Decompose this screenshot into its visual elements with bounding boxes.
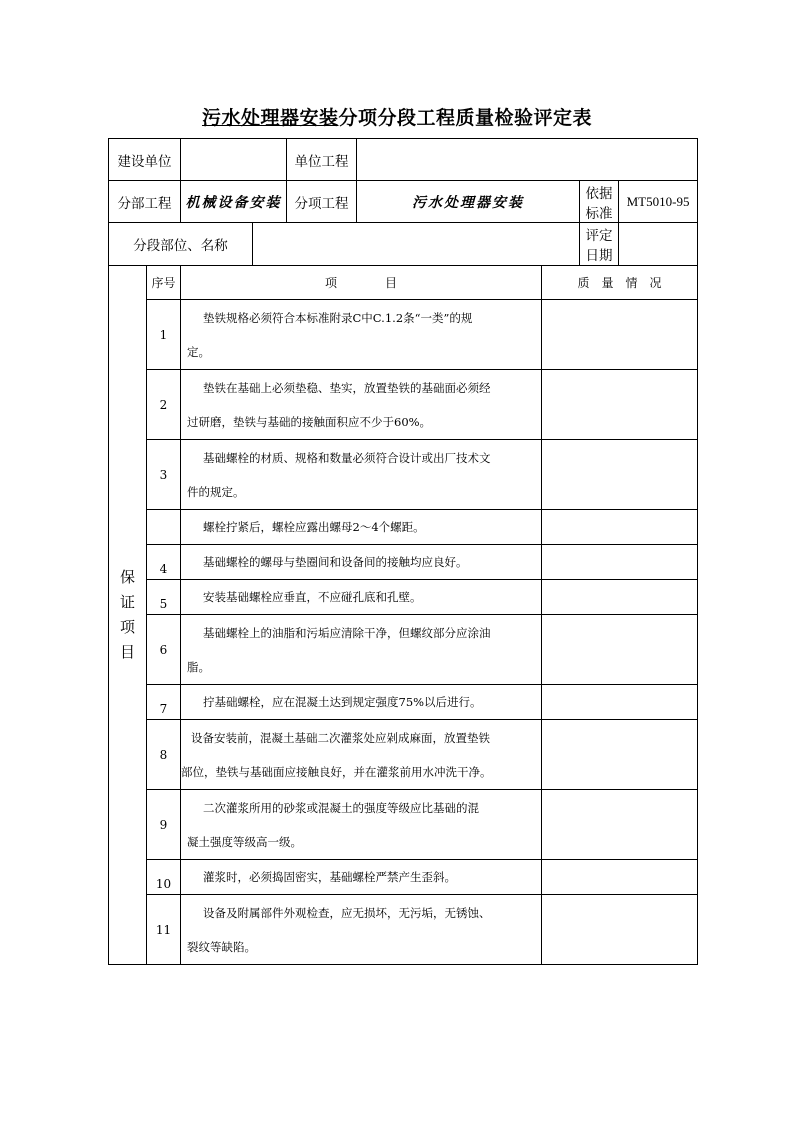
row-item-text: 基础螺栓的材质、规格和数量必须符合设计或出厂技术文 件的规定。 <box>181 440 542 510</box>
unit-project-label: 单位工程 <box>287 139 357 181</box>
subitem-value[interactable]: 污水处理器安装 <box>357 181 580 223</box>
unit-project-field[interactable] <box>357 139 698 181</box>
row-quality-cell[interactable] <box>542 510 698 545</box>
table-row <box>109 440 698 510</box>
table-row <box>109 545 698 580</box>
division-value[interactable]: 机械设备安装 <box>181 181 287 223</box>
row-number: 5 <box>147 580 181 615</box>
row-item-text: 基础螺栓的螺母与垫圈间和设备间的接触均应良好。 <box>181 545 542 580</box>
eval-date-label: 评定日期 <box>580 223 619 266</box>
table-row <box>109 580 698 615</box>
subitem-label: 分项工程 <box>287 181 357 223</box>
title-underlined: 污水处理器安装 <box>201 107 339 129</box>
row-number: 9 <box>147 790 181 860</box>
side-char: 项 <box>119 618 135 636</box>
side-char: 保 <box>119 568 135 586</box>
row-number: 11 <box>147 895 181 965</box>
row-quality-cell[interactable] <box>542 370 698 440</box>
row-quality-cell[interactable] <box>542 790 698 860</box>
row-item-text: 螺栓拧紧后，螺栓应露出螺母2～4个螺距。 <box>181 510 542 545</box>
table-row <box>109 895 698 965</box>
row-number: 6 <box>147 615 181 685</box>
row-quality-cell[interactable] <box>542 685 698 720</box>
standard-value[interactable]: MT5010-95 <box>619 181 698 223</box>
side-char: 证 <box>119 593 135 611</box>
division-label: 分部工程 <box>109 181 181 223</box>
row-item-text: 安装基础螺栓应垂直，不应碰孔底和孔壁。 <box>181 580 542 615</box>
table-row <box>109 720 698 790</box>
row-quality-cell[interactable] <box>542 300 698 370</box>
table-row <box>109 860 698 895</box>
row-number: 4 <box>147 545 181 580</box>
guarantee-items-side-label <box>109 266 147 965</box>
row-item-text: 垫铁规格必须符合本标准附录C中C.1.2条“一类”的规 定。 <box>181 300 542 370</box>
row-quality-cell[interactable] <box>542 895 698 965</box>
table-row <box>109 790 698 860</box>
table-row <box>109 685 698 720</box>
standard-label: 依据标准 <box>580 181 619 223</box>
row-quality-cell[interactable] <box>542 720 698 790</box>
item-header: 项 目 <box>181 266 542 300</box>
row-quality-cell[interactable] <box>542 580 698 615</box>
title-rest: 分项分段工程质量检验评定表 <box>338 107 593 129</box>
segment-label: 分段部位、名称 <box>109 223 253 266</box>
row-number: 1 <box>147 300 181 370</box>
row-number: 10 <box>147 860 181 895</box>
row-item-text: 灌浆时，必须捣固密实，基础螺栓严禁产生歪斜。 <box>181 860 542 895</box>
row-number <box>147 510 181 545</box>
row-quality-cell[interactable] <box>542 615 698 685</box>
quality-form-table <box>108 138 698 965</box>
construction-unit-label: 建设单位 <box>109 139 181 181</box>
row-number: 3 <box>147 440 181 510</box>
row-item-text: 垫铁在基础上必须垫稳、垫实，放置垫铁的基础面必须经 过研磨，垫铁与基础的接触面积应不少于60%。 <box>181 370 542 440</box>
construction-unit-field[interactable] <box>181 139 287 181</box>
row-number: 8 <box>147 720 181 790</box>
page-title <box>0 103 794 130</box>
row-number: 2 <box>147 370 181 440</box>
row-number: 7 <box>147 685 181 720</box>
row-item-text: 设备及附属部件外观检查，应无损坏，无污垢，无锈蚀、 裂纹等缺陷。 <box>181 895 542 965</box>
row-item-text: 拧基础螺栓，应在混凝土达到规定强度75%以后进行。 <box>181 685 542 720</box>
row-item-text: 二次灌浆所用的砂浆或混凝土的强度等级应比基础的混 凝土强度等级高一级。 <box>181 790 542 860</box>
row-item-text: 基础螺栓上的油脂和污垢应清除干净，但螺纹部分应涂油 脂。 <box>181 615 542 685</box>
row-quality-cell[interactable] <box>542 860 698 895</box>
row-quality-cell[interactable] <box>542 545 698 580</box>
row-item-text: 设备安装前，混凝土基础二次灌浆处应剁成麻面，放置垫铁 部位，垫铁与基础面应接触良好，并在灌浆前用水冲洗干净。 <box>181 720 542 790</box>
seq-header: 序号 <box>147 266 181 300</box>
row-quality-cell[interactable] <box>542 440 698 510</box>
quality-header: 质 量 情 况 <box>542 266 698 300</box>
table-row <box>109 300 698 370</box>
side-char: 目 <box>119 643 135 661</box>
table-row <box>109 370 698 440</box>
table-row <box>109 510 698 545</box>
segment-field[interactable] <box>253 223 580 266</box>
eval-date-field[interactable] <box>619 223 698 266</box>
table-row <box>109 615 698 685</box>
